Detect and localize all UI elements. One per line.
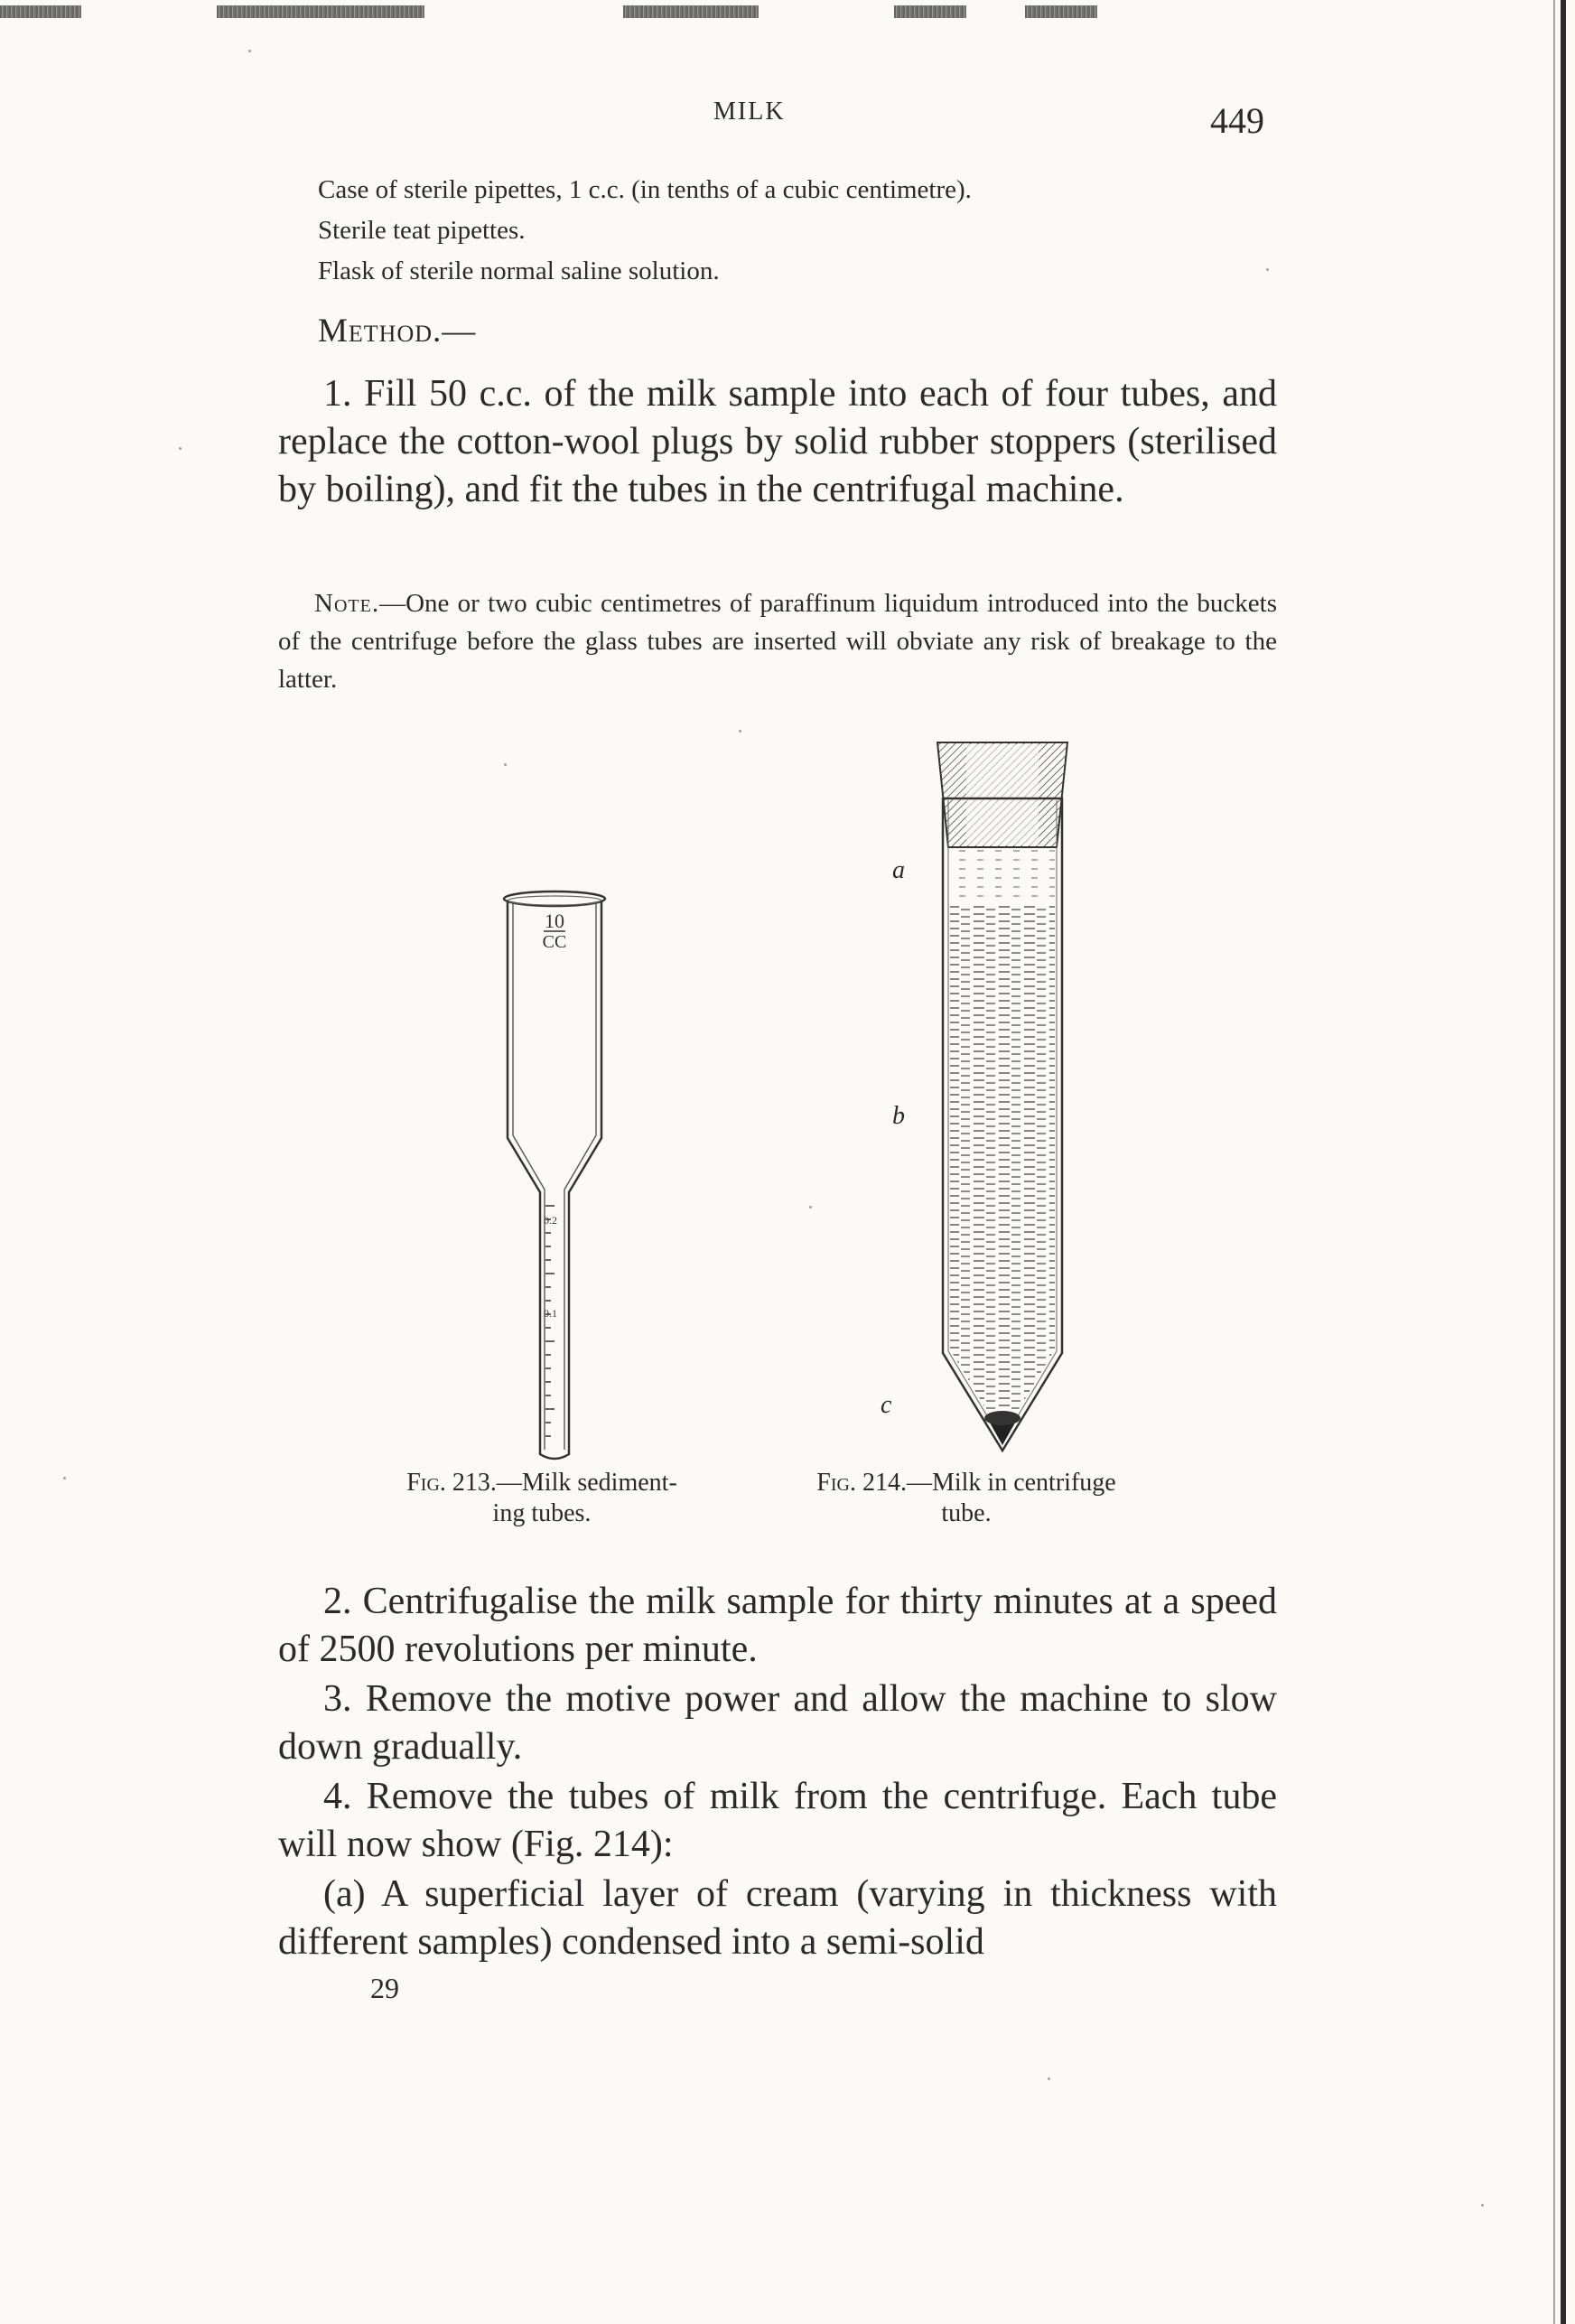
note-lead: Note. (314, 589, 380, 618)
scan-mark (1025, 5, 1097, 18)
scan-mark (623, 5, 759, 18)
speck (63, 1477, 66, 1479)
speck (1048, 2077, 1050, 2080)
page-edge (1561, 0, 1566, 2324)
scan-mark (217, 5, 424, 18)
speck (1266, 268, 1269, 271)
fig-214-caption-text: —Milk in centrifuge tube. (906, 1469, 1116, 1527)
cream-layer (950, 849, 1055, 903)
speck (1481, 2204, 1484, 2207)
scale-label-upper: 0.2 (544, 1214, 557, 1227)
step-3-paragraph: 3. Remove the motive power and allow the machine to slow down gradually. (278, 1678, 1277, 1768)
speck (179, 447, 182, 450)
fig-214-label-a: a (892, 856, 905, 884)
running-title: MILK (713, 98, 786, 126)
step-4-paragraph: 4. Remove the tubes of milk from the centrifuge. Each tube will now show (Fig. 214): (278, 1776, 1277, 1865)
material-item: Case of sterile pipettes, 1 c.c. (in tenths of a cubic centimetre). (318, 175, 972, 204)
speck (739, 730, 741, 733)
tube-volume-number: 10 (545, 910, 564, 932)
step-a-paragraph: (a) A superficial layer of cream (varying in thickness with different samples) condensed into a semi-solid (278, 1873, 1277, 1963)
printer-signature: 29 (370, 1972, 399, 2004)
page-number: 449 (1210, 100, 1264, 141)
speck (809, 1206, 812, 1209)
fig-213-sedimenting-tube (488, 881, 632, 1468)
fig-214-caption-lead: Fig. 214. (816, 1469, 907, 1497)
page-edge-inner (1553, 0, 1555, 2324)
scan-mark (0, 5, 81, 18)
material-item: Sterile teat pipettes. (318, 216, 526, 245)
fig-213-caption (343, 1468, 741, 1529)
fig-213-caption-text: —Milk sediment- ing tubes. (492, 1469, 677, 1527)
fig-214-label-b: b (892, 1102, 905, 1130)
milk-layer (950, 903, 1055, 1436)
fig-213-caption-lead: Fig. 213. (406, 1469, 497, 1497)
fig-214-caption (768, 1468, 1165, 1529)
method-heading: Method.— (318, 313, 477, 350)
step-2-paragraph: 2. Centrifugalise the milk sample for thirty minutes at a speed of 2500 revolutions per minute. (278, 1581, 1277, 1670)
step-1-paragraph: 1. Fill 50 c.c. of the milk sample into each of four tubes, and replace the cotton-wool plugs by solid rubber stoppers (sterilised by boiling), and fit the tubes in the centrifugal machine. (278, 373, 1277, 510)
fig-214-centrifuge-tube (921, 739, 1102, 1461)
speck (248, 50, 251, 52)
speck (504, 763, 507, 766)
note-text: —One or two cubic centimetres of paraffinum liquidum introduced into the buckets of the centrifuge before the glass tubes are inserted will obviate any risk of breakage to the latter. (278, 589, 1277, 694)
tube-volume-unit: CC (542, 932, 567, 952)
graduation-ticks (545, 1206, 555, 1436)
scan-mark (894, 5, 966, 18)
scale-label-lower: 0.1 (544, 1307, 557, 1320)
tube-outline (508, 901, 601, 1459)
note-paragraph (278, 584, 1277, 698)
fig-214-label-c: c (881, 1391, 892, 1419)
material-item: Flask of sterile normal saline solution. (318, 257, 720, 285)
